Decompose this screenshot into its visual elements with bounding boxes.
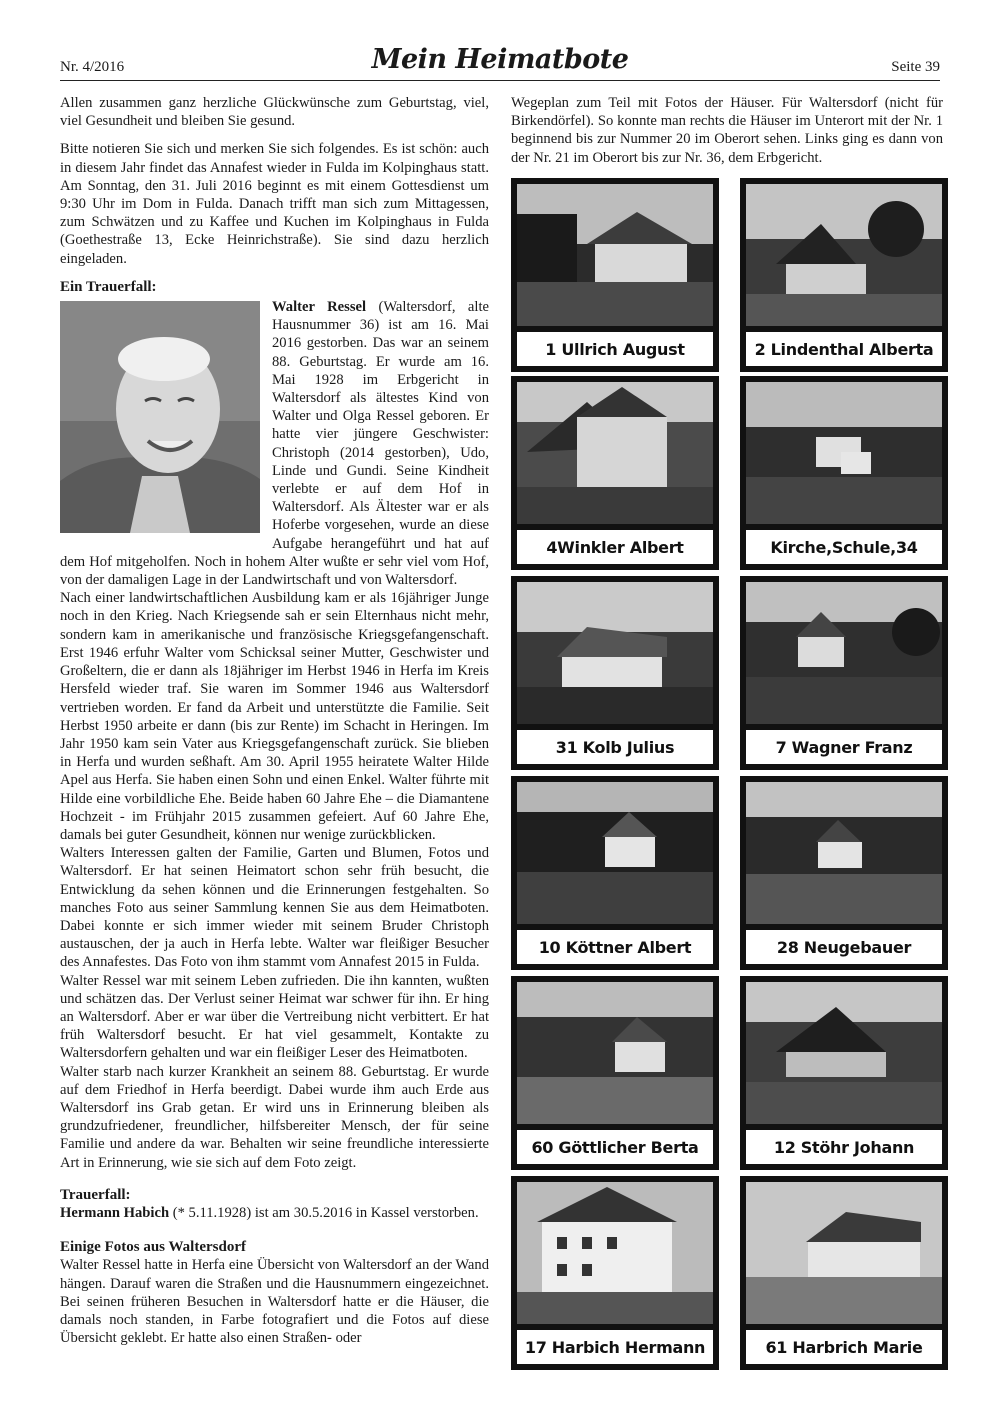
photo-caption: 61 Harbrich Marie bbox=[746, 1330, 942, 1364]
habich-paragraph bbox=[60, 1204, 489, 1222]
ressel-paragraph-5: Walter starb nach kurzer Krankheit an seinem 88. Geburtstag. Er wurde auf dem Friedhof in Herfa beerdigt. Dabei wurde ihm auch Erde aus Waltersdorf ins Grab getan. Er wird uns in Erinnerung bleiben als grundzufriedener, freundlicher, hilfsbereiter Mensch, der für seine Familie und andere da war. Behalten wir seine freundliche interessierte Art in Erinnerung, wie sie sich auf dem Foto zeigt. bbox=[60, 1063, 489, 1171]
house-photo bbox=[740, 178, 948, 372]
photo-caption: 17 Harbich Hermann bbox=[517, 1330, 713, 1364]
ressel-paragraph-2: Nach einer landwirtschaftlichen Ausbildung kam er als 16jähriger Junge noch in den Krieg. Nach Kriegsende sah er sein Elternhaus nicht mehr, sondern kam in amerikanische und französische Kriegsgefangenschaft. Erst 1946 erfuhr Walter vom Schicksal seiner Mutter, Geschwister und Großeltern, die er dann als 18jähriger im Herbst 1946 in Herfa im Kreis Hersfeld wieder traf. Sie waren im Sommer 1946 aus Waltersdorf vertrieben worden. Er fand da Arbeit und unterstützte die Familie. Seit Herbst 1950 arbeite er dann (bis zur Rente) im Schacht in Heringen. Im Jahr 1950 kam sein Vater aus Kriegsgefangenschaft zurück. Sie blieben in Herfa und wurden seßhaft. Am 30. April 1955 heiratete Walter Hilde Apel aus Herfa. Sie haben einen Sohn und einen Enkel. Walter führte mit Hilde eine vorbildliche Ehe. Beide haben 60 Jahre Ehe – die Diamantene Hochzeit - im Frühjahr 2015 zusammen gefeiert. Auf 60 Jahre Ehe, damals bei guter Gesundheit, können nur wenige zurückblicken. bbox=[60, 590, 489, 843]
issue-number: Nr. 4/2016 bbox=[60, 59, 125, 75]
photo-caption: 60 Göttlicher Berta bbox=[517, 1130, 713, 1164]
right-column bbox=[511, 94, 943, 167]
right-column-paragraph: Wegeplan zum Teil mit Fotos der Häuser. Für Waltersdorf (nicht für Birkendörfel). So konnte man rechts die Häuser im Unterort mit der Nr. 1 beginnend bis zur Nummer 20 im Oberort sehen. Links ging es dann von der Nr. 21 im Oberort bis zur Nr. 36, dem Erbgericht. bbox=[511, 95, 943, 166]
photo-caption: 1 Ullrich August bbox=[517, 332, 713, 366]
house-photo bbox=[511, 178, 719, 372]
photo-caption: 4Winkler Albert bbox=[517, 530, 713, 564]
house-photo bbox=[511, 776, 719, 970]
house-photo bbox=[740, 1176, 948, 1370]
house-photo bbox=[511, 976, 719, 1170]
photo-caption: 7 Wagner Franz bbox=[746, 730, 942, 764]
left-column bbox=[60, 94, 489, 1347]
photo-caption: 31 Kolb Julius bbox=[517, 730, 713, 764]
photo-caption: Kirche,Schule,34 bbox=[746, 530, 942, 564]
ressel-paragraph-3: Walters Interessen galten der Familie, Garten und Blumen, Fotos und Waltersdorf. Er hat seinen Heimatort schon sehr früh besucht, die Entwicklung da sehen können und die Erinnerungen festgehalten. So manches Foto aus seiner Sammlung kennen Sie aus dem Heimatboten. Dabei konnte er sich immer wieder mit seinem Bruder Christoph austauschen, der ja auch in Herfa lebte. Walter war fleißiger Besucher des Annafestes. Das Foto von ihm stammt vom Annafest 2015 in Fulda. bbox=[60, 845, 489, 971]
house-photo bbox=[511, 376, 719, 570]
second-obituary-heading: Trauerfall: bbox=[60, 1186, 131, 1203]
photos-heading: Einige Fotos aus Waltersdorf bbox=[60, 1239, 246, 1256]
ressel-paragraph-4: Walter Ressel war mit seinem Leben zufrieden. Die ihn kannten, wußten und schätzen das. Der Verlust seiner Heimat war schwer für ihn. Er hing an Waltersdorf. Aber er war über die Vertreibung nicht verbittert. Er hat früh Waltersdorf besucht. Er hat viel gesammelt, Kontakte zu Waltersdorfern gehalten und war ein fleißiger Leser des Heimatboten. bbox=[60, 972, 489, 1062]
obituary-heading: Ein Trauerfall: bbox=[60, 278, 157, 295]
photo-caption: 28 Neugebauer bbox=[746, 930, 942, 964]
ressel-name: Walter Ressel bbox=[272, 299, 367, 316]
house-photo bbox=[511, 1176, 719, 1370]
masthead-title: Mein Heimatbote bbox=[371, 44, 629, 75]
photos-paragraph: Walter Ressel hatte in Herfa eine Übersicht von Waltersdorf an der Wand hängen. Darauf waren die Straßen und die Hausnummern eingezeichnet. Bei seinen früheren Besuchen in Waltersdorf hatte er die Häuser, die damals noch standen, in Farbe fotografiert und die Fotos auf diese Übersicht geklebt. Er hatte also einen Straßen- oder bbox=[60, 1257, 489, 1347]
header-rule bbox=[60, 80, 940, 81]
house-photo bbox=[740, 776, 948, 970]
photo-caption: 12 Stöhr Johann bbox=[746, 1130, 942, 1164]
house-photo bbox=[740, 576, 948, 770]
house-photo bbox=[740, 376, 948, 570]
photo-caption: 2 Lindenthal Alberta bbox=[746, 332, 942, 366]
annafest-paragraph: Bitte notieren Sie sich und merken Sie sich folgendes. Es ist schön: auch in diesem Jahr findet das Annafest wieder in Fulda im Kolpinghaus statt. Am Sonntag, den 31. Juli 2016 beginnt es mit einem Gottesdienst um 9:30 Uhr im Dom in Fulda. Danach trifft man sich zum Mittagessen, zum Schwätzen und zu Kaffee und Kuchen im Kolpinghaus in Fulda (Goethestraße 13, Ecke Heinrichstraße). Sie sind dazu herzlich eingeladen. bbox=[60, 141, 489, 267]
page-header bbox=[60, 42, 940, 82]
page-number: Seite 39 bbox=[891, 59, 940, 75]
house-photo bbox=[511, 576, 719, 770]
ressel-text-1: (Waltersdorf, alte Hausnummer 36) ist am 16. Mai 2016 gestorben. Das war an seinem 88. Geburtstag. Er wurde am 16. Mai 1928 im Erbgericht in Waltersdorf als ältestes Kind von Walter und Olga Ressel geboren. Er hatte vier jüngere Geschwister: Christoph (2014 gestorben), Udo, Linde und Gundi. Seine Kindheit verlebte er auf dem Hof in Waltersdorf. Als Ältester war er als Hoferbe vorgesehen, wurde an diese Aufgabe herangeführt und hat auf dem Hof mitgeholfen. Noch in hohem Alter wußte er sehr viel vom Hof, von der damaligen Lage in der Landwirtschaft und von Waltersdorf. bbox=[60, 299, 489, 589]
greeting-paragraph: Allen zusammen ganz herzliche Glückwünsche zum Geburtstag, viel, viel Gesundheit und bleiben Sie gesund. bbox=[60, 95, 489, 130]
portrait-photo-walter-ressel bbox=[60, 301, 260, 533]
habich-name: Hermann Habich bbox=[60, 1204, 170, 1221]
photo-caption: 10 Köttner Albert bbox=[517, 930, 713, 964]
house-photo bbox=[740, 976, 948, 1170]
habich-text: (* 5.11.1928) ist am 30.5.2016 in Kassel verstorben. bbox=[169, 1204, 479, 1221]
